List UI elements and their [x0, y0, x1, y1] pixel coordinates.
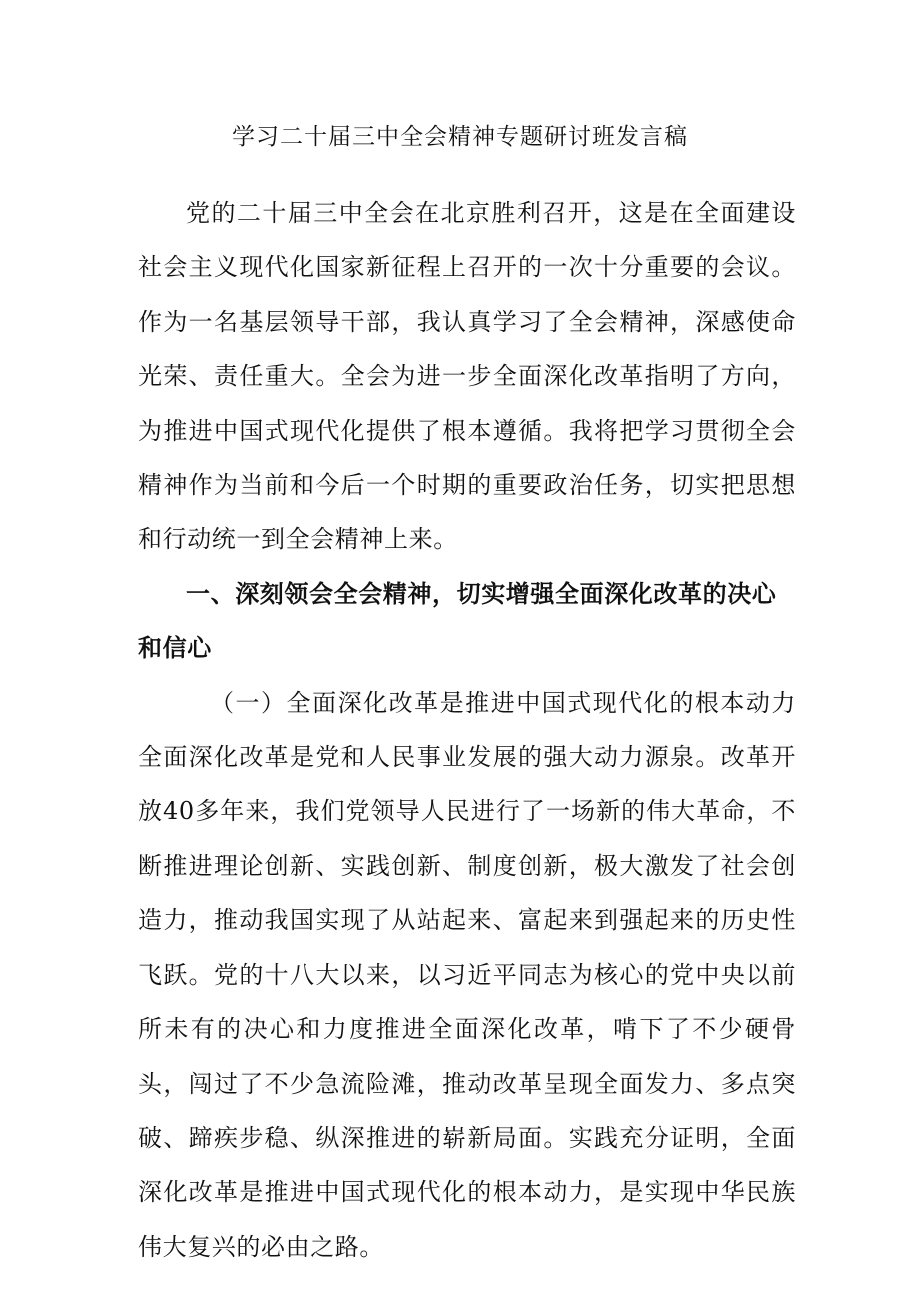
document-title: 学习二十届三中全会精神专题研讨班发言稿 [232, 124, 688, 150]
subsection-paragraph-1: （一）全面深化改革是推进中国式现代化的根本动力全面深化改革是党和人民事业发展的强大动力源泉。改革开放40多年来，我们党领导人民进行了一场新的伟大革命，不断推进理论创新、实践创新、制度创新，极大激发了社会创造力，推动我国实现了从站起来、富起来到强起来的历史性飞跃。党的十八大以来，以习近平同志为核心的党中央以前所未有的决心和力度推进全面深化改革，啃下了不少硬骨头，闯过了不少急流险滩，推动改革呈现全面发力、多点突破、蹄疾步稳、纵深推进的崭新局面。实践充分证明，全面深化改革是推进中国式现代化的根本动力，是实现中华民族伟大复兴的必由之路。 [138, 688, 796, 1261]
intro-paragraph: 党的二十届三中全会在北京胜利召开，这是在全面建设社会主义现代化国家新征程上召开的一次十分重要的会议。作为一名基层领导干部，我认真学习了全会精神，深感使命光荣、责任重大。全会为进一步全面深化改革指明了方向，为推进中国式现代化提供了根本遵循。我将把学习贯彻全会精神作为当前和今后一个时期的重要政治任务，切实把思想和行动统一到全会精神上来。 [138, 199, 796, 554]
document-body [138, 186, 796, 1274]
section-heading-1: 一、深刻领会全会精神，切实增强全面深化改革的决心和信心 [138, 579, 777, 663]
